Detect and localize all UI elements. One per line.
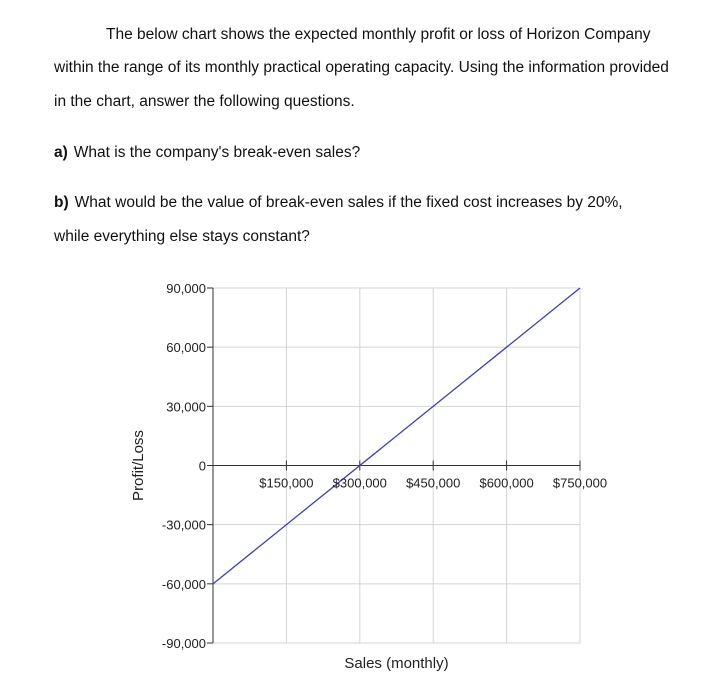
intro-line-2: within the range of its monthly practical operating capacity. Using the information provided [54, 59, 669, 76]
question-b-text-line-1: What would be the value of break-even sales if the fixed cost increases by 20%, [74, 194, 623, 211]
x-axis-label: Sales (monthly) [344, 655, 449, 672]
x-tick-label: $450,000 [406, 475, 461, 491]
x-tick-label: $300,000 [332, 475, 387, 491]
question-a-label: a) [54, 144, 68, 161]
y-tick-label: 30,000 [166, 399, 206, 415]
intro-line-3: in the chart, answer the following questions. [54, 93, 355, 110]
y-tick-label: -30,000 [161, 517, 206, 533]
y-tick-label: 0 [198, 458, 206, 474]
intro-line-1: The below chart shows the expected monthly profit or loss of Horizon Company [106, 26, 651, 43]
y-tick-label: 60,000 [166, 340, 206, 356]
x-tick-label: $600,000 [479, 475, 534, 491]
x-tick-label: $750,000 [552, 475, 608, 491]
y-tick-label: -60,000 [161, 576, 206, 592]
question-b-text-line-2: while everything else stays constant? [54, 228, 310, 245]
x-tick-label: $150,000 [259, 475, 314, 491]
series-line [213, 288, 580, 584]
question-a-text: What is the company's break-even sales? [73, 144, 361, 161]
chart-axes [207, 288, 580, 643]
y-axis-label: Profit/Loss [130, 430, 147, 501]
y-tick-label: 90,000 [166, 281, 206, 296]
chart-series [213, 288, 580, 584]
chart-labels [130, 281, 607, 672]
question-b-label: b) [54, 194, 69, 211]
y-tick-label: -90,000 [161, 636, 206, 651]
